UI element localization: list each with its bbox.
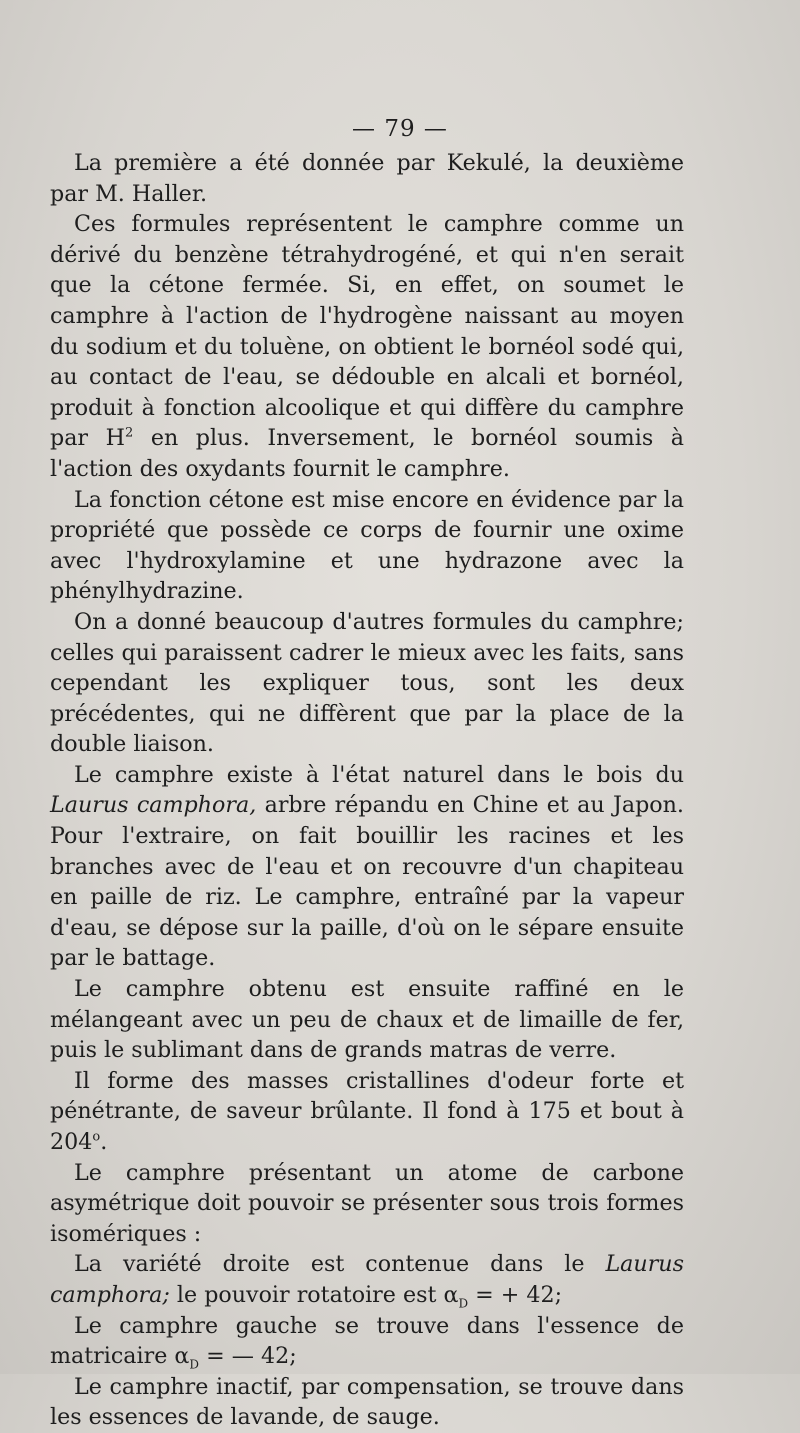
text-segment: On a donné beaucoup d'autres formules du camphre; celles qui paraissent cadrer le mieux avec les faits, sans cependant les expliquer tous, sont les deux précédentes, qui ne diffèrent que par la place de la double liaison. [50,608,684,758]
text-segment: 2 [124,425,134,441]
text-segment: . [100,1129,108,1155]
paragraph-p11 [50,1372,684,1433]
paragraph-p6 [50,974,684,1066]
text-segment: Le camphre gauche se trouve dans l'essence de matricaire α [50,1312,684,1370]
paragraph-p3 [50,485,684,607]
text-segment: La variété droite est contenue dans le [74,1251,606,1278]
text-segment: arbre répandu en Chine et au Japon. Pour l'extraire, on fait bouillir les racines et les branches avec de l'eau et on recouvre d'un chapiteau en paille de riz. Le camphre, entraîné par la vapeur d'eau, se dépose sur la paille, d'où on le sépare ensuite par le battage. [50,792,684,972]
paragraph-p1 [50,148,684,209]
text-segment: Ces formules représentent le camphre comme un dérivé du benzène tétrahydrogéné, et qui n'en serait que la cétone fermée. Si, en effet, on soumet le camphre à l'action de l'hydrogène naissant au moyen du sodium et du toluène, on obtient le bornéol sodé qui, au contact de l'eau, se dédouble en alcali et bornéol, produit à fonction alcoolique et qui diffère du camphre par H [50,211,684,452]
text-segment: Laurus camphora, [50,792,257,819]
text-segment: Le camphre existe à l'état naturel dans le bois du [74,761,684,788]
text-segment: La première a été donnée par Kekulé, la deuxième par M. Haller. [50,150,684,207]
paragraph-p10 [50,1311,684,1372]
text-segment: = + 42; [468,1281,563,1308]
text-segment: le pouvoir rotatoire est α [169,1281,459,1308]
paragraph-p8 [50,1158,684,1250]
text-segment: D [189,1357,200,1372]
text-segment: La fonction cétone est mise encore en évidence par la propriété que possède ce corps de fournir une oxime avec l'hydroxylamine et une hydrazone avec la phénylhydrazine. [50,486,684,605]
text-segment: Laurus camphora; [50,1251,684,1308]
paragraph-p7 [50,1066,684,1158]
paragraph-p9 [50,1249,684,1310]
text-segment: Le camphre présentant un atome de carbone asymétrique doit pouvoir se présenter sous trois formes isomériques : [50,1159,684,1247]
text-segment: Il forme des masses cristallines d'odeur forte et pénétrante, de saveur brûlante. Il fond à 175 et bout à 204 [50,1067,684,1155]
text-segment: D [458,1296,469,1311]
body-text [50,148,684,1433]
text-segment: Le camphre inactif, par compensation, se trouve dans les essences de lavande, de sauge. [50,1373,684,1431]
text-segment: o [92,1129,101,1145]
paragraph-p2 [50,209,684,484]
text-segment: = — 42; [199,1343,297,1370]
page-number: — 79 — [352,116,448,142]
paragraph-p5 [50,760,684,974]
text-segment: en plus. Inversement, le bornéol soumis à l'action des oxydants fournit le camphre. [50,425,684,482]
text-segment: Le camphre obtenu est ensuite raffiné en le mélangeant avec un peu de chaux et de limaille de fer, puis le sublimant dans de grands matras de verre. [50,976,684,1064]
paragraph-p4 [50,607,684,760]
